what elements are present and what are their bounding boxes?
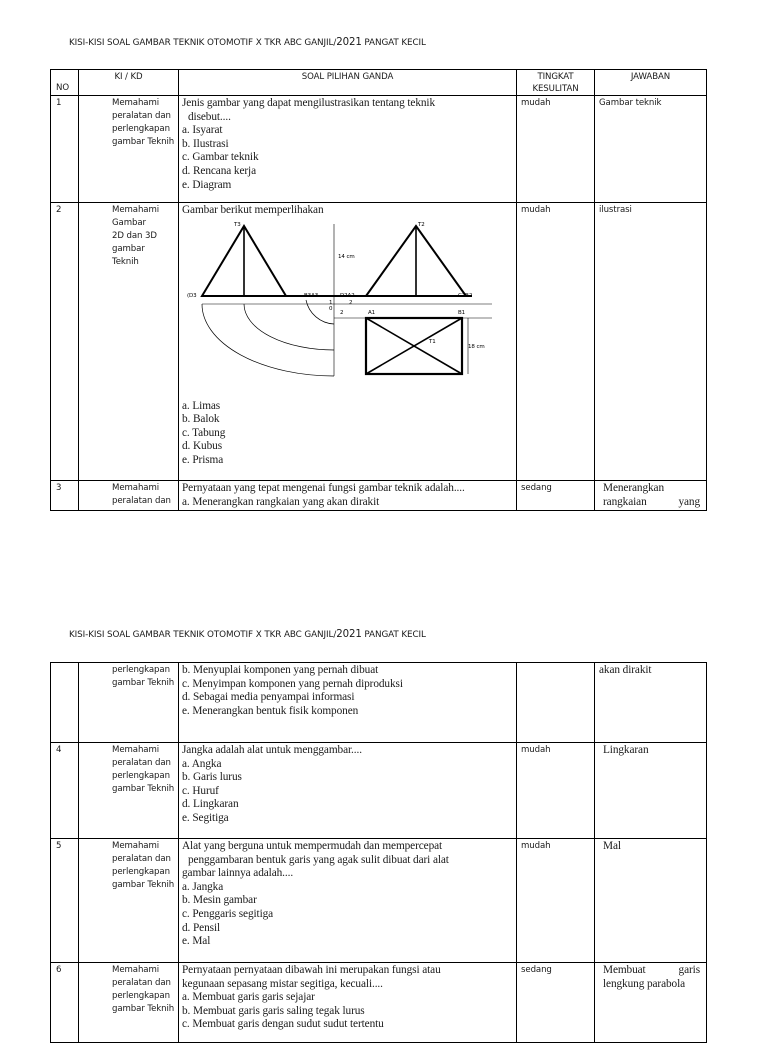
question-grid-table-2 bbox=[50, 662, 707, 1043]
label-c2b2: C2B2 bbox=[458, 292, 473, 299]
table-row bbox=[51, 963, 707, 1043]
header-school: PANGAT KECIL bbox=[361, 38, 426, 48]
label-t1: T1 bbox=[429, 338, 436, 345]
question-cell: Alat yang berguna untuk mempermudah dan mempercepat penggambaran bentuk garis yang agak sulit dibuat dari alat gambar lainnya adalah.... a. Jangka b. Mesin gambar c. Penggaris segitiga d. Pensil e. Mal bbox=[179, 839, 517, 963]
label-d3: (D3 bbox=[187, 292, 197, 299]
label-dim-18: 18 cm bbox=[468, 343, 485, 350]
kd-cell: Memahami peralatan dan perlengkapan gambar Teknih bbox=[79, 743, 179, 839]
answer-cell: Lingkaran bbox=[595, 743, 707, 839]
label-t2: T2 bbox=[418, 221, 425, 228]
label-d2a2: D2A2 bbox=[340, 292, 355, 299]
question-cell bbox=[179, 663, 517, 743]
level-cell: mudah bbox=[517, 839, 595, 963]
question-cell: Jenis gambar yang dapat mengilustrasikan tentang teknik disebut.... a. Isyarat b. Ilustrasi c. Gambar teknik d. Rencana kerja e. Diagram bbox=[179, 96, 517, 203]
table-row bbox=[51, 481, 707, 511]
kd-cell: Memahami peralatan dan perlengkapan gambar Teknih bbox=[79, 963, 179, 1043]
label-two-b: 2 bbox=[349, 299, 353, 306]
question-cell: Pernyataan pernyataan dibawah ini merupakan fungsi atau kegunaan sepasang mistar segitiga, kecuali.... a. Membuat garis garis sejajar b. Membuat garis garis saling tegak lurus c. Membuat garis dengan sudut sudut tertentu bbox=[179, 963, 517, 1043]
answer-cell: Menerangkan rangkaian yang bbox=[595, 481, 707, 511]
column-header-kd: KI / KD bbox=[79, 70, 179, 96]
projection-figure bbox=[182, 220, 502, 388]
option-list: a. Limas b. Balok c. Tabung d. Kubus e. Prisma bbox=[182, 399, 226, 466]
kd-cell: Memahami peralatan dan bbox=[79, 481, 179, 511]
inner-arc bbox=[244, 304, 334, 350]
label-a1: A1 bbox=[368, 309, 376, 316]
label-b1: B1 bbox=[458, 309, 466, 316]
row-number: 4 bbox=[51, 743, 79, 839]
row-number: 1 bbox=[51, 96, 79, 203]
option-list: a. Isyarat b. Ilustrasi c. Gambar teknik d. Rencana kerja e. Diagram bbox=[182, 124, 259, 191]
option-list: b. Menyuplai komponen yang pernah dibuat c. Menyimpan komponen yang pernah diproduksi d. Sebagai media penyampai informasi e. Menerangkan bentuk fisik komponen bbox=[182, 664, 403, 717]
table-row bbox=[51, 203, 707, 481]
row-number: 2 bbox=[51, 203, 79, 481]
level-cell: mudah bbox=[517, 96, 595, 203]
option-list: a. Jangka b. Mesin gambar c. Penggaris segitiga d. Pensil e. Mal bbox=[182, 880, 274, 948]
table-row bbox=[51, 663, 707, 743]
label-one: 1 bbox=[329, 299, 333, 306]
table-row bbox=[51, 743, 707, 839]
column-header-jawaban: JAWABAN bbox=[595, 70, 707, 96]
table-row bbox=[51, 96, 707, 203]
kd-cell: Memahami Gambar 2D dan 3D gambar Teknih bbox=[79, 203, 179, 481]
column-header-no: NO bbox=[51, 70, 79, 96]
answer-cell: Membuat garis lengkung parabola bbox=[595, 963, 707, 1043]
header-school: PANGAT KECIL bbox=[361, 630, 426, 640]
row-number: 5 bbox=[51, 839, 79, 963]
answer-cell: Mal bbox=[595, 839, 707, 963]
kd-cell: Memahami peralatan dan perlengkapan gambar Teknih bbox=[79, 839, 179, 963]
table-header-row bbox=[51, 70, 707, 96]
header-title: KISI-KISI SOAL GAMBAR TEKNIK OTOMOTIF X TKR ABC GANJIL/ bbox=[69, 38, 337, 48]
header-year: 2021 bbox=[336, 37, 362, 48]
header-title: KISI-KISI SOAL GAMBAR TEKNIK OTOMOTIF X TKR ABC GANJIL/ bbox=[69, 630, 337, 640]
column-header-soal: SOAL PILIHAN GANDA bbox=[179, 70, 517, 96]
kd-cell: Memahami peralatan dan perlengkapan gambar Teknih bbox=[79, 96, 179, 203]
label-t3: T3 bbox=[234, 221, 241, 228]
answer-cell: ilustrasi bbox=[595, 203, 707, 481]
header-year: 2021 bbox=[336, 629, 362, 640]
kd-cell: perlengkapan gambar Teknih bbox=[79, 663, 179, 743]
row-number: 3 bbox=[51, 481, 79, 511]
label-zero: 0 bbox=[329, 305, 333, 312]
page-header-2 bbox=[69, 629, 426, 640]
label-dim-14: 14 cm bbox=[338, 253, 355, 260]
level-cell: mudah bbox=[517, 203, 595, 481]
figure-lines bbox=[202, 221, 492, 376]
level-cell: sedang bbox=[517, 963, 595, 1043]
level-cell bbox=[517, 663, 595, 743]
answer-cell: Gambar teknik bbox=[595, 96, 707, 203]
level-cell: mudah bbox=[517, 743, 595, 839]
column-header-tingkat: TINGKAT KESULITAN bbox=[517, 70, 595, 96]
page-header bbox=[69, 37, 426, 48]
option-list: a. Membuat garis garis sejajar b. Membuat garis garis saling tegak lurus c. Membuat garis dengan sudut sudut tertentu bbox=[182, 991, 384, 1031]
question-cell: Pernyataan yang tepat mengenai fungsi gambar teknik adalah.... a. Menerangkan rangkaian yang akan dirakit bbox=[179, 481, 517, 511]
question-grid-table bbox=[50, 69, 707, 511]
row-number bbox=[51, 663, 79, 743]
label-two: 2 bbox=[340, 309, 344, 316]
label-b3a3: B3A3 bbox=[304, 292, 319, 299]
option-list: a. Angka b. Garis lurus c. Huruf d. Lingkaran e. Segitiga bbox=[182, 757, 242, 824]
answer-line-2: rangkaian yang bbox=[603, 495, 700, 508]
answer-cell: akan dirakit bbox=[595, 663, 707, 743]
question-cell: Gambar berikut memperlihakan T3 T2 (D3 B3A3 D2A2 C2B2 14 cm 18 cm T1 A1 B1 1 0 2 2 a. Limas b. Balok c. Tabung d. Kubus e. Prisma bbox=[179, 203, 517, 481]
level-cell: sedang bbox=[517, 481, 595, 511]
table-row bbox=[51, 839, 707, 963]
row-number: 6 bbox=[51, 963, 79, 1043]
question-cell: Jangka adalah alat untuk menggambar.... a. Angka b. Garis lurus c. Huruf d. Lingkaran e. Segitiga bbox=[179, 743, 517, 839]
answer-line-1: Membuat garis bbox=[603, 964, 700, 976]
